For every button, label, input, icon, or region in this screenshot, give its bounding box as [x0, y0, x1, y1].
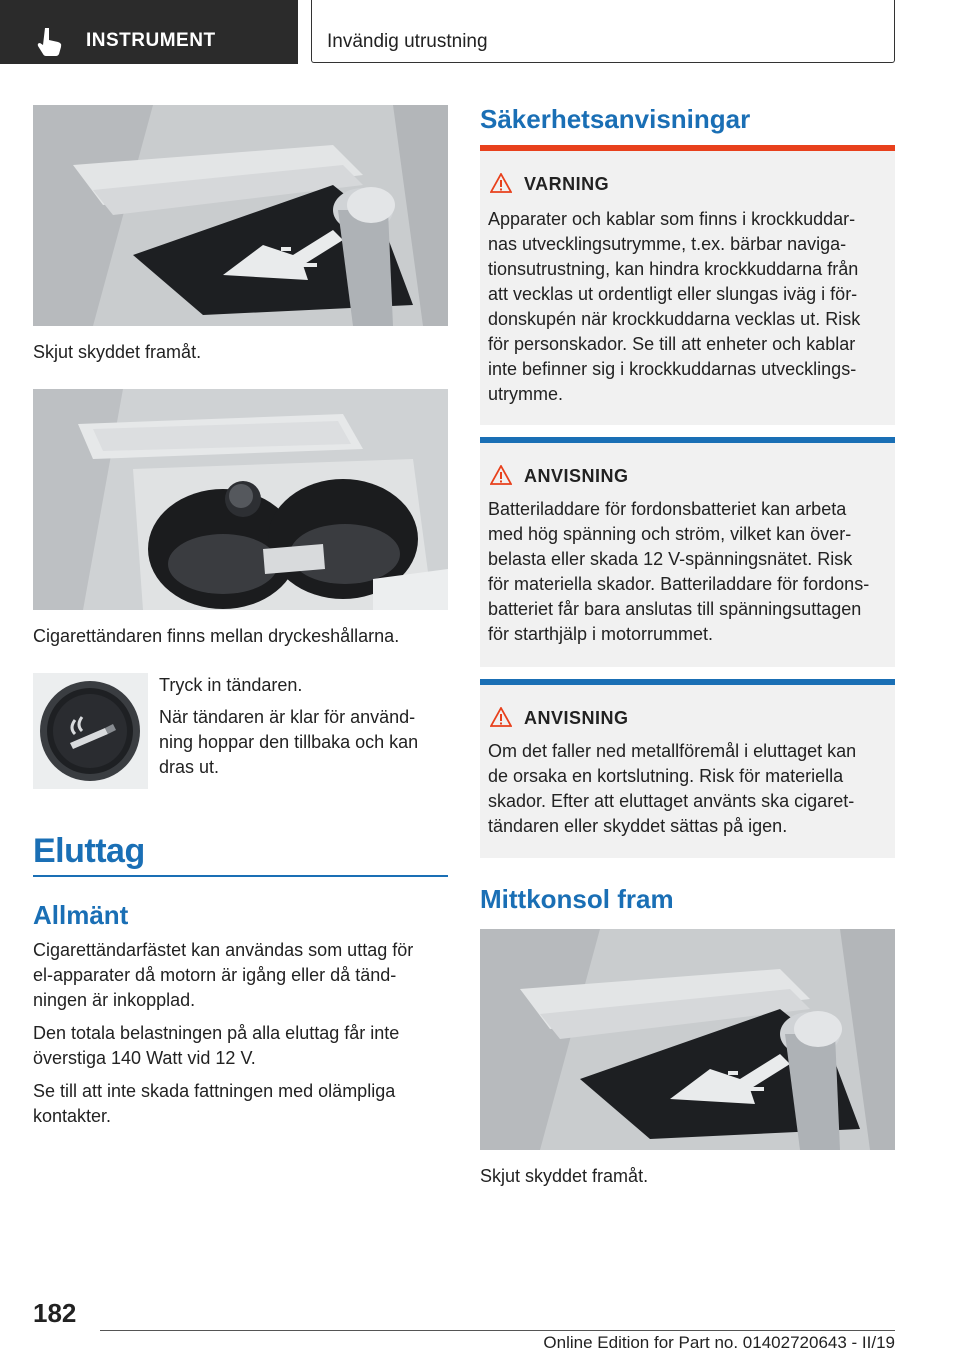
- notice-line: tändaren eller skyddet sättas på igen.: [488, 816, 788, 836]
- paragraph-line: ningen är inkopplad.: [33, 990, 196, 1010]
- notice-line: de orsaka en kortslutning. Risk för materiella: [488, 766, 844, 786]
- step-line: När tändaren är klar för använd-: [159, 707, 416, 727]
- center-console-photo: [480, 929, 895, 1150]
- notice-text: [488, 497, 887, 647]
- section-tab[interactable]: [311, 0, 895, 63]
- subheading-center-console: Mittkonsol fram: [480, 884, 674, 914]
- notice-line: för starthjälp i motorrummet.: [488, 624, 714, 644]
- warning-text: [488, 207, 887, 407]
- hand-pointer-icon: [36, 26, 64, 56]
- heading-safety: Säkerhetsanvisningar: [480, 104, 751, 134]
- step-line: dras ut.: [159, 757, 220, 777]
- caption-lighter-location: Cigarettändaren finns mellan dryckeshållarna.: [33, 626, 400, 646]
- warning-box: [480, 145, 895, 425]
- notice-title: ANVISNING: [524, 466, 629, 486]
- notice-line: skador. Efter att eluttaget använts ska cigaret-: [488, 791, 855, 811]
- notice-triangle-icon: [490, 707, 512, 727]
- notice-line: batteriet får bara anslutas till spänningsuttagen: [488, 599, 862, 619]
- notice-bar: [480, 437, 895, 443]
- notice-line: Om det faller ned metallföremål i eluttaget kan: [488, 741, 857, 761]
- heading-rule: [33, 875, 448, 877]
- notice-line: för materiella skador. Batteriladdare för fordons-: [488, 574, 870, 594]
- step-lighter-ready: [159, 705, 418, 780]
- warning-title: VARNING: [524, 174, 610, 194]
- footer-rule: [100, 1330, 895, 1331]
- warning-line: för personskador. Se till att enheter och kablar: [488, 334, 856, 354]
- footer-edition: Online Edition for Part no. 01402720643 - II/19: [543, 1333, 895, 1352]
- warning-line: Apparater och kablar som finns i krockkuddar-: [488, 209, 856, 229]
- step-push-lighter: Tryck in tändaren.: [159, 675, 303, 695]
- step-line: ning hoppar den tillbaka och kan: [159, 732, 419, 752]
- notice-title: ANVISNING: [524, 708, 629, 728]
- heading-eluttag: Eluttag: [33, 832, 145, 870]
- warning-line: donskupén när krockkuddarna vecklas ut. Risk: [488, 309, 861, 329]
- console-cover-photo: [33, 105, 448, 326]
- notice-line: med hög spänning och ström, vilket kan över-: [488, 524, 852, 544]
- warning-triangle-icon: [490, 173, 512, 193]
- warning-line: tionsutrustning, kan hindra krockkuddarna från: [488, 259, 859, 279]
- warning-line: nas utvecklingsutrymme, t.ex. bärbar naviga-: [488, 234, 847, 254]
- paragraph-line: överstiga 140 Watt vid 12 V.: [33, 1048, 256, 1068]
- notice-line: Batteriladdare för fordonsbatteriet kan arbeta: [488, 499, 847, 519]
- warning-line: att vecklas ut ordentligt eller slungas iväg i för-: [488, 284, 858, 304]
- notice-box-metal: [480, 679, 895, 858]
- paragraph-socket-care: [33, 1079, 395, 1129]
- chapter-tab[interactable]: [0, 0, 298, 64]
- warning-line: utrymme.: [488, 384, 564, 404]
- paragraph-line: Se till att inte skada fattningen med olämpliga: [33, 1081, 396, 1101]
- cup-holders-photo: [33, 389, 448, 610]
- caption-push-cover-front: Skjut skyddet framåt.: [480, 1166, 649, 1186]
- paragraph-socket-use: [33, 938, 413, 1013]
- page-number: 182: [33, 1298, 77, 1328]
- caption-push-cover: Skjut skyddet framåt.: [33, 342, 202, 362]
- warning-line: inte befinner sig i krockkuddarnas utvecklings-: [488, 359, 857, 379]
- chapter-title: INSTRUMENT: [86, 30, 216, 51]
- warning-bar: [480, 145, 895, 151]
- notice-bar: [480, 679, 895, 685]
- cigarette-lighter-photo: [33, 673, 148, 789]
- notice-box-charger: [480, 437, 895, 667]
- paragraph-line: el-apparater då motorn är igång eller då tänd-: [33, 965, 397, 985]
- paragraph-total-load: [33, 1021, 399, 1071]
- notice-triangle-icon: [490, 465, 512, 485]
- paragraph-line: Cigarettändarfästet kan användas som uttag för: [33, 940, 414, 960]
- paragraph-line: Den totala belastningen på alla eluttag får inte: [33, 1023, 400, 1043]
- section-title: Invändig utrustning: [327, 31, 488, 52]
- paragraph-line: kontakter.: [33, 1106, 112, 1126]
- notice-line: belasta eller skada 12 V-spänningsnätet. Risk: [488, 549, 853, 569]
- notice-text: [488, 739, 887, 839]
- subheading-allmant: Allmänt: [33, 900, 129, 930]
